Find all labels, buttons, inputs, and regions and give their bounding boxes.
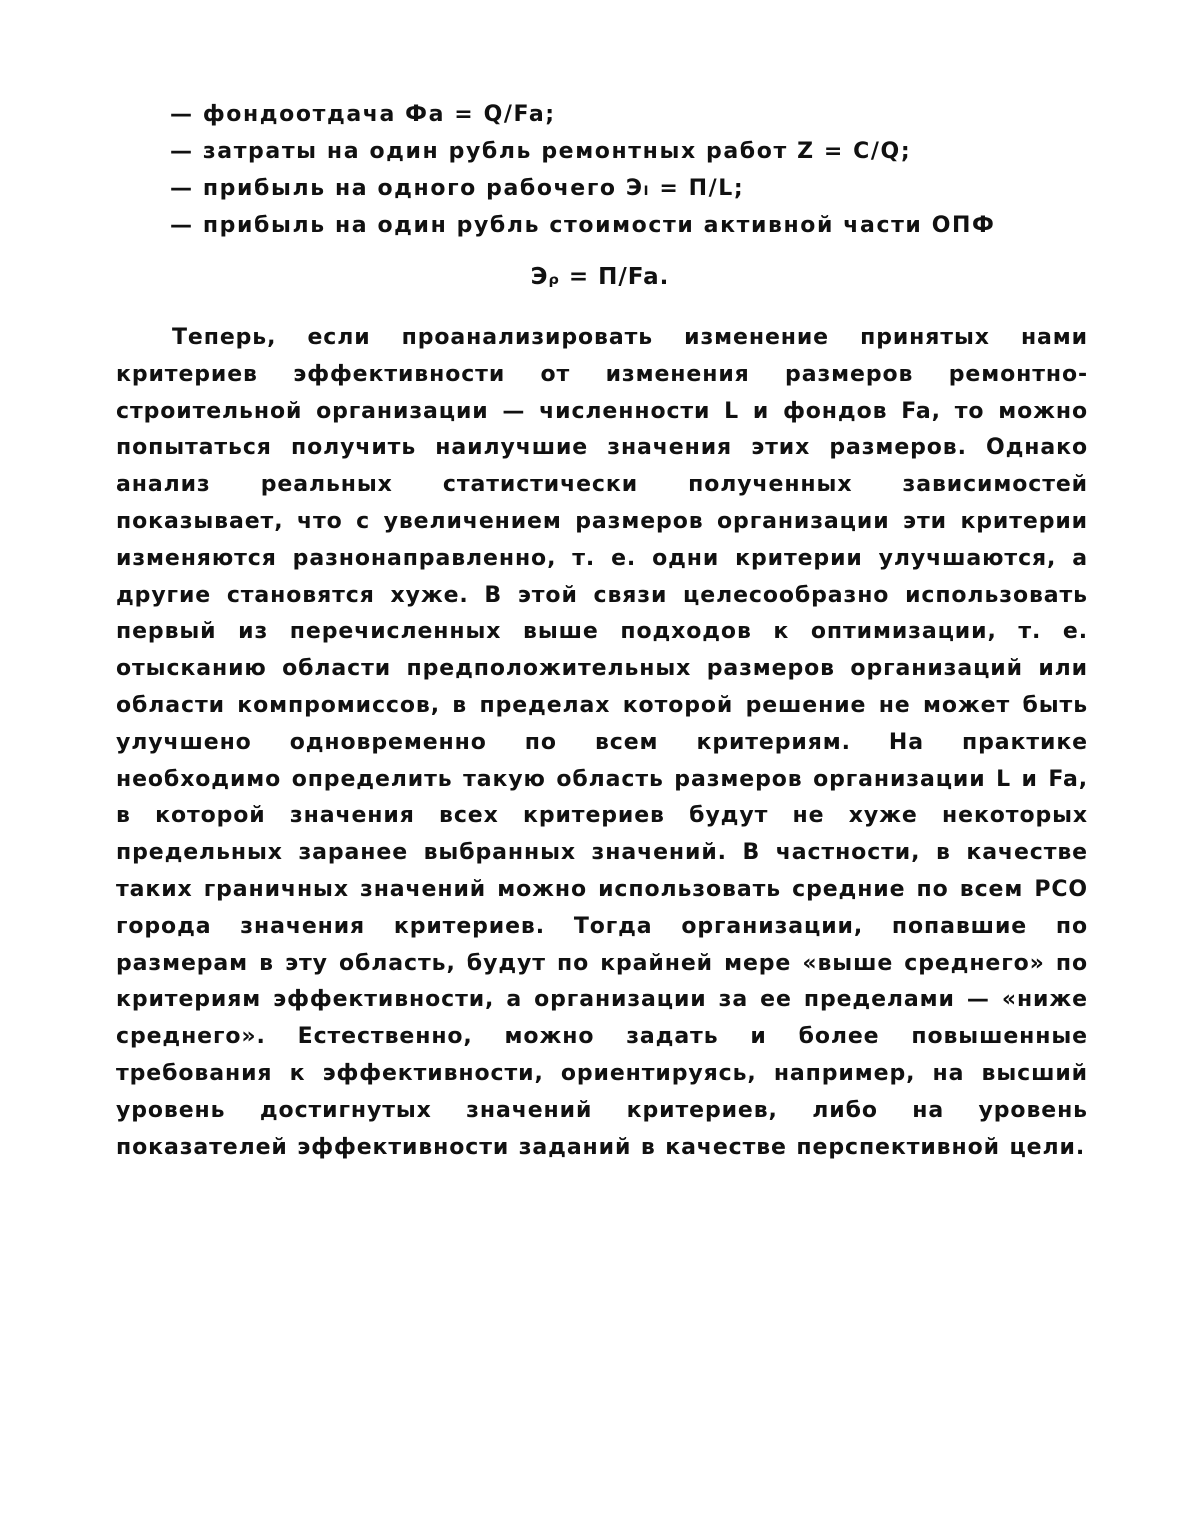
list-item: — затраты на один рубль ремонтных работ Z = C/Q; [170, 139, 912, 164]
formula: Эᵨ = П/Fa. [530, 264, 670, 290]
list-item: — прибыль на одного рабочего Эₗ = П/L; [170, 176, 745, 201]
body-paragraph: Теперь, если проанализировать изменение принятых нами критериев эффективности от изменения размеров ремонтно-строительной организации — численности L и фондов Fa, то можно попытаться получить наилучшие значения этих размеров. Однако анализ реальных статистически полученных зависимостей показывает, что с увеличением размеров организации эти критерии изменяются разнонаправленно, т. е. одни критерии улучшаются, а другие становятся хуже. В этой связи целесообразно использовать первый из перечисленных выше подходов к оптимизации, т. е. отысканию области предположительных размеров организаций или области компромиссов, в пределах которой решение не может быть улучшено одновременно по всем критериям. На практике необходимо определить такую область размеров организации L и Fa, в которой значения всех критериев будут не хуже некоторых предельных заранее выбранных значений. В частности, в качестве таких граничных значений можно использовать средние по всем РСО города значения критериев. Тогда организации, попавшие по размерам в эту область, будут по крайней мере «выше среднего» по критериям эффективности, а организации за ее пределами — «ниже среднего». Естественно, можно задать и более повышенные требования к эффективности, ориентируясь, например, на высший уровень достигнутых значений критериев, либо на уровень показателей эффективности заданий в качестве перспективной цели. [116, 325, 1088, 1160]
list-item: — фондоотдача Фа = Q/Fa; [170, 102, 556, 127]
criteria-list [170, 96, 1070, 244]
list-item: — прибыль на один рубль стоимости активной части ОПФ [170, 213, 996, 238]
